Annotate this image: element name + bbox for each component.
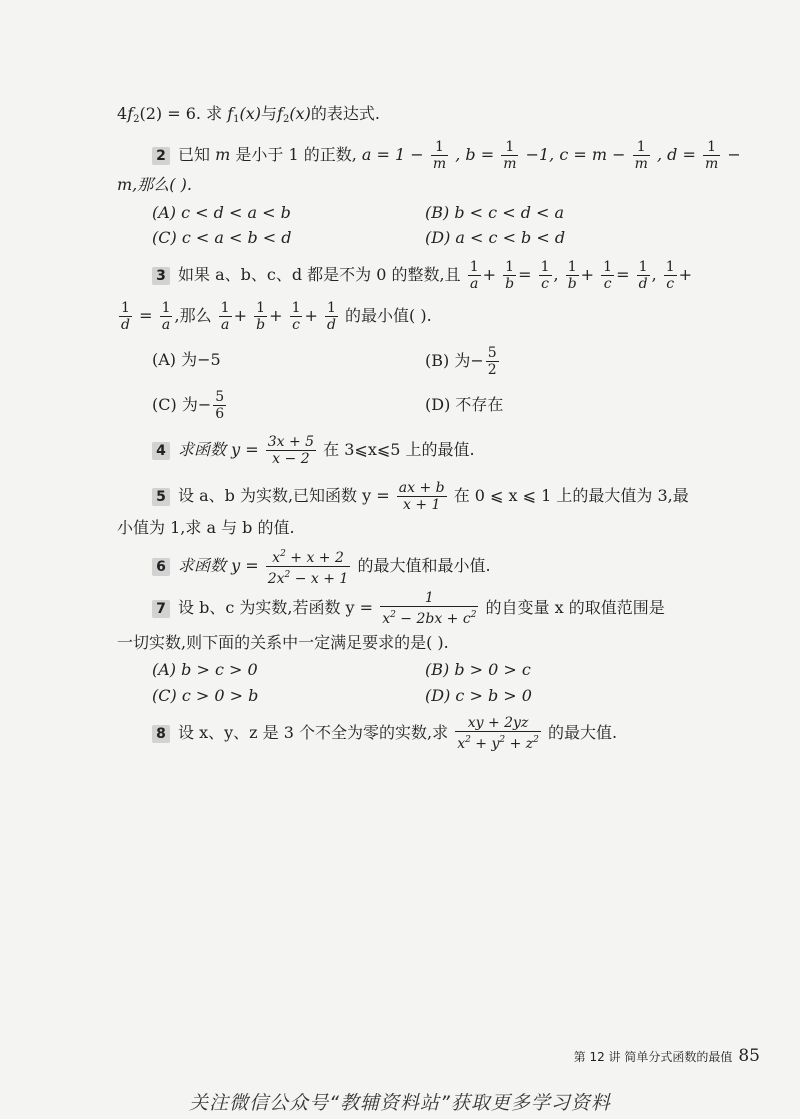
- text: f: [227, 104, 234, 123]
- text: 2: [282, 114, 290, 125]
- text: 的最大值和最小值.: [357, 556, 491, 575]
- text: 在 0 ⩽ x ⩽ 1 上的最大值为 3,最: [453, 486, 689, 505]
- text: a: [469, 276, 479, 292]
- question-number-badge: 4: [152, 442, 170, 460]
- text: 1: [503, 259, 516, 276]
- text: − 2bx + c: [395, 611, 471, 627]
- text: m: [215, 145, 231, 164]
- text: x: [272, 550, 281, 566]
- text: d: [121, 317, 130, 333]
- text: ax + b: [398, 480, 445, 496]
- text: 1: [469, 259, 479, 275]
- text: 4: [117, 104, 128, 123]
- text: 1: [161, 300, 171, 316]
- text: =: [139, 306, 153, 325]
- fraction-numerator: [266, 546, 351, 567]
- text: m: [503, 156, 517, 172]
- text: 2: [284, 570, 291, 580]
- text: +: [678, 265, 693, 284]
- fraction: [266, 434, 316, 467]
- text: −1, c = m −: [525, 145, 626, 164]
- q3-line2: [117, 298, 432, 334]
- text: 在 3⩽x⩽5 上的最值.: [323, 440, 475, 459]
- text: 设 x、y、z 是 3 个不全为零的实数,求: [178, 723, 449, 742]
- q3-option-d: (D) 不存在: [425, 395, 504, 414]
- text: 1: [119, 300, 132, 317]
- page-number: 85: [738, 1046, 760, 1066]
- fraction-denominator: [266, 567, 351, 587]
- text: x − 2: [272, 451, 310, 467]
- text: d: [326, 317, 336, 333]
- text: 1: [633, 139, 650, 156]
- q2-option-c: (C) c < a < b < d: [152, 228, 292, 247]
- text: (2) = 6. 求: [139, 104, 223, 123]
- fraction: [501, 139, 518, 172]
- text: 1: [665, 259, 675, 275]
- q2-option-b: (B) b < c < d < a: [425, 203, 565, 222]
- text: c: [666, 276, 675, 292]
- text: x: [382, 611, 391, 627]
- text: b: [256, 317, 266, 333]
- fraction-denominator: [455, 732, 541, 752]
- text: c: [541, 276, 549, 292]
- q3-option-c: [152, 389, 228, 422]
- text: 2x: [267, 571, 285, 587]
- text: 1: [325, 300, 338, 317]
- fraction: [566, 259, 579, 292]
- question-number-badge: 7: [152, 600, 170, 618]
- fraction: [254, 300, 267, 333]
- fraction: [601, 259, 614, 292]
- text: 的表达式.: [310, 104, 380, 123]
- text: d: [638, 276, 648, 292]
- text: 1: [603, 259, 613, 275]
- q2-option-a: (A) c < d < a < b: [152, 203, 291, 222]
- fraction-denominator: [380, 607, 478, 627]
- text: 1: [233, 114, 240, 125]
- fraction: [380, 590, 478, 627]
- text: 与: [261, 104, 278, 123]
- fraction: [455, 715, 541, 752]
- text: 1: [220, 300, 230, 316]
- text: =: [518, 265, 532, 284]
- fraction: [539, 259, 552, 292]
- q7-option-b: (B) b > 0 > c: [425, 660, 531, 679]
- text: 2: [133, 114, 140, 125]
- text: m: [634, 156, 648, 172]
- text: +: [580, 265, 595, 284]
- text: (x): [289, 104, 311, 123]
- fraction: [219, 300, 232, 333]
- q3-option-a: (A) 为−5: [152, 350, 221, 369]
- fraction: [486, 345, 499, 378]
- text: ,: [553, 265, 559, 284]
- text: 设 b、c 为实数,若函数 y =: [178, 598, 374, 617]
- text: 1: [431, 139, 448, 156]
- text: a: [220, 317, 230, 333]
- fraction: [431, 139, 448, 172]
- text: , d =: [657, 145, 696, 164]
- text: + x + 2: [285, 550, 344, 566]
- q7-option-a: (A) b > c > 0: [152, 660, 258, 679]
- fraction: [213, 389, 226, 422]
- q7-option-d: (D) c > b > 0: [425, 686, 532, 705]
- text: +: [233, 306, 247, 325]
- text: ,: [651, 265, 657, 284]
- question-number-badge: 6: [152, 558, 170, 576]
- watermark: 关注微信公众号“教辅资料站”获取更多学习资料: [189, 1092, 611, 1114]
- text: 的自变量 x 的取值范围是: [485, 598, 665, 617]
- fraction: [703, 139, 720, 172]
- page-footer: [574, 1046, 760, 1066]
- text: 2: [499, 735, 506, 745]
- text: m: [705, 156, 719, 172]
- fraction: [119, 300, 132, 333]
- q5-line2: 小值为 1,求 a 与 b 的值.: [117, 518, 295, 537]
- text: 1: [380, 590, 478, 607]
- text: −: [727, 145, 741, 164]
- text: − x + 1: [290, 571, 349, 587]
- lecture-title: 第 12 讲 简单分式函数的最值: [573, 1050, 733, 1064]
- q2-line2: m,那么( ).: [117, 175, 192, 194]
- question-2: [152, 137, 741, 173]
- fraction: [637, 259, 650, 292]
- text: 求函数 y =: [178, 440, 259, 459]
- fraction: [325, 300, 338, 333]
- text: c: [292, 317, 300, 333]
- text: (B) 为−: [425, 351, 484, 370]
- text: +: [269, 306, 283, 325]
- text: 3x + 5: [267, 434, 315, 450]
- text: (C) 为−: [152, 395, 212, 414]
- fraction: [633, 139, 650, 172]
- text: f: [127, 104, 134, 123]
- text: a = 1 −: [361, 145, 424, 164]
- q3-option-b: [425, 345, 501, 378]
- text: 2: [533, 735, 539, 745]
- text: 的最大值.: [547, 723, 618, 742]
- fraction: [468, 259, 481, 292]
- fraction: [290, 300, 303, 333]
- text: + z: [505, 736, 534, 752]
- text: xy + 2yz: [455, 715, 541, 732]
- text: 如果 a、b、c、d 都是不为 0 的整数,且: [178, 265, 461, 284]
- text: x + 1: [402, 497, 441, 513]
- text: =: [616, 265, 630, 284]
- text: 5: [215, 389, 225, 405]
- question-8: [152, 715, 617, 752]
- text: 2: [470, 610, 477, 620]
- q7-option-c: (C) c > 0 > b: [152, 686, 259, 705]
- text: 的最小值( ).: [345, 306, 432, 325]
- question-5: [152, 478, 689, 514]
- fraction: [664, 259, 677, 292]
- text: 2: [390, 610, 396, 620]
- text: 2: [280, 549, 286, 559]
- text: 已知: [178, 145, 211, 164]
- question-number-badge: 8: [152, 725, 170, 743]
- text: b: [505, 276, 515, 292]
- question-number-badge: 2: [152, 147, 170, 165]
- text: 求函数 y =: [178, 556, 259, 575]
- q7-line2: 一切实数,则下面的关系中一定满足要求的是( ).: [117, 633, 449, 652]
- text: 设 a、b 为实数,已知函数 y =: [178, 486, 390, 505]
- text: x: [457, 736, 466, 752]
- text: 1: [254, 300, 267, 317]
- text: 2: [465, 735, 471, 745]
- fraction: [503, 259, 516, 292]
- text: b: [567, 276, 577, 292]
- text: +: [304, 306, 318, 325]
- text: 1: [703, 139, 720, 156]
- question-6: [152, 546, 491, 587]
- text: 1: [501, 139, 518, 156]
- text: 1: [540, 259, 550, 275]
- text: 1: [566, 259, 579, 276]
- intro-line: [117, 104, 380, 130]
- fraction: [266, 546, 351, 587]
- fraction: [160, 300, 173, 333]
- fraction: [397, 480, 447, 513]
- text: 1: [637, 259, 650, 276]
- text: f: [277, 104, 283, 123]
- text: 6: [215, 406, 225, 422]
- text: +: [482, 265, 497, 284]
- question-3: [152, 257, 692, 293]
- text: a: [161, 317, 171, 333]
- text: 是小于 1 的正数,: [235, 145, 357, 164]
- text: c: [603, 276, 612, 292]
- text: 2: [487, 362, 497, 378]
- text: , b =: [455, 145, 495, 164]
- question-number-badge: 3: [152, 267, 170, 285]
- question-7: [152, 590, 665, 627]
- text: ,那么: [174, 306, 212, 325]
- text: (x): [239, 104, 261, 123]
- text: m: [432, 156, 447, 172]
- question-4: [152, 432, 475, 468]
- text: 5: [487, 345, 497, 361]
- text: 1: [291, 300, 301, 316]
- q2-option-d: (D) a < c < b < d: [425, 228, 566, 247]
- text: + y: [470, 736, 500, 752]
- question-number-badge: 5: [152, 488, 170, 506]
